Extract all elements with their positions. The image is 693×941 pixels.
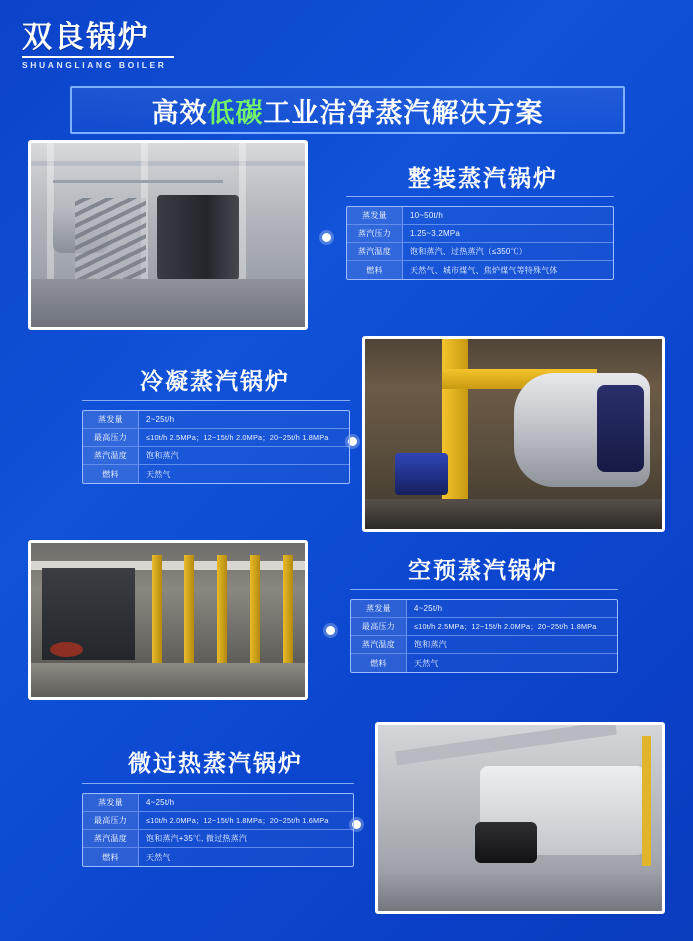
spec-value: 2~25t/h <box>146 415 175 424</box>
spec-value: 饱和蒸汽+35℃, 微过热蒸汽 <box>146 834 248 843</box>
table-row <box>347 207 613 225</box>
air-preheat-steam-boiler-photo <box>28 540 308 700</box>
spec-key: 蒸发量 <box>347 207 403 224</box>
spec-key: 燃料 <box>351 654 407 672</box>
table-row <box>351 636 617 654</box>
table-row <box>351 600 617 618</box>
spec-value: 4~25t/h <box>414 604 443 613</box>
spec-table-1 <box>346 206 614 280</box>
logo-divider <box>22 56 174 58</box>
table-row <box>83 465 349 483</box>
spec-value: 饱和蒸汽 <box>146 451 179 460</box>
table-row <box>347 243 613 261</box>
condensing-steam-boiler-photo <box>362 336 665 532</box>
table-row <box>83 794 353 812</box>
spec-key: 最高压力 <box>83 429 139 446</box>
section-bullet-1 <box>322 233 331 242</box>
spec-key: 蒸汽温度 <box>83 830 139 847</box>
spec-table-4 <box>82 793 354 867</box>
spec-key: 燃料 <box>347 261 403 279</box>
headline-banner <box>70 86 625 134</box>
spec-value: 4~25t/h <box>146 798 175 807</box>
section-title-2: 冷凝蒸汽锅炉 <box>140 369 290 394</box>
spec-key: 蒸汽压力 <box>347 225 403 242</box>
spec-table-3 <box>350 599 618 673</box>
slightly-superheated-steam-boiler-photo <box>375 722 665 914</box>
table-row <box>83 848 353 866</box>
table-row <box>83 447 349 465</box>
section-title-4: 微过热蒸汽锅炉 <box>128 751 303 776</box>
section-title-3: 空预蒸汽锅炉 <box>408 558 558 583</box>
brand-logo <box>22 22 202 70</box>
table-row <box>351 654 617 672</box>
spec-table-2 <box>82 410 350 484</box>
spec-key: 最高压力 <box>351 618 407 635</box>
spec-value: 1.25~3.2MPa <box>410 229 461 238</box>
section-rule-3 <box>350 589 618 590</box>
table-row <box>83 830 353 848</box>
spec-value: 10~50t/h <box>410 211 443 220</box>
spec-key: 燃料 <box>83 848 139 866</box>
section-rule-4 <box>82 783 354 784</box>
spec-key: 蒸发量 <box>83 411 139 428</box>
packaged-steam-boiler-photo <box>28 140 308 330</box>
spec-value: 饱和蒸汽、过热蒸汽（≤350℃） <box>410 247 527 256</box>
table-row <box>83 411 349 429</box>
section-rule-2 <box>82 400 350 401</box>
spec-value: 天然气、城市煤气、焦炉煤气等特殊气体 <box>410 265 558 275</box>
spec-value: 饱和蒸汽 <box>414 640 447 649</box>
headline-text <box>152 91 544 130</box>
table-row <box>347 225 613 243</box>
spec-value: 天然气 <box>146 852 171 862</box>
brand-name-en: SHUANGLIANG BOILER <box>22 59 167 70</box>
spec-value: ≤10t/h 2.5MPa；12~15t/h 2.0MPa；20~25t/h 1.8MPa <box>146 432 329 442</box>
section-bullet-3 <box>326 626 335 635</box>
spec-key: 蒸发量 <box>83 794 139 811</box>
section-rule-1 <box>346 196 614 197</box>
spec-key: 蒸汽温度 <box>351 636 407 653</box>
brand-name-cn: 双良锅炉 <box>22 21 150 54</box>
headline-part-1: 高效 <box>151 97 208 128</box>
spec-value: 天然气 <box>414 658 439 668</box>
spec-value: 天然气 <box>146 469 171 479</box>
headline-highlight: 低碳 <box>207 97 264 128</box>
table-row <box>83 429 349 447</box>
table-row <box>351 618 617 636</box>
headline-part-3: 工业洁净蒸汽解决方案 <box>263 97 544 128</box>
spec-key: 蒸汽温度 <box>83 447 139 464</box>
table-row <box>83 812 353 830</box>
section-title-1: 整装蒸汽锅炉 <box>408 166 558 191</box>
spec-value: ≤10t/h 2.5MPa；12~15t/h 2.0MPa；20~25t/h 1.8MPa <box>414 621 597 631</box>
spec-value: ≤10t/h 2.0MPa；12~15t/h 1.8MPa；20~25t/h 1.6MPa <box>146 815 329 825</box>
spec-key: 蒸发量 <box>351 600 407 617</box>
spec-key: 最高压力 <box>83 812 139 829</box>
spec-key: 蒸汽温度 <box>347 243 403 260</box>
spec-key: 燃料 <box>83 465 139 483</box>
table-row <box>347 261 613 279</box>
